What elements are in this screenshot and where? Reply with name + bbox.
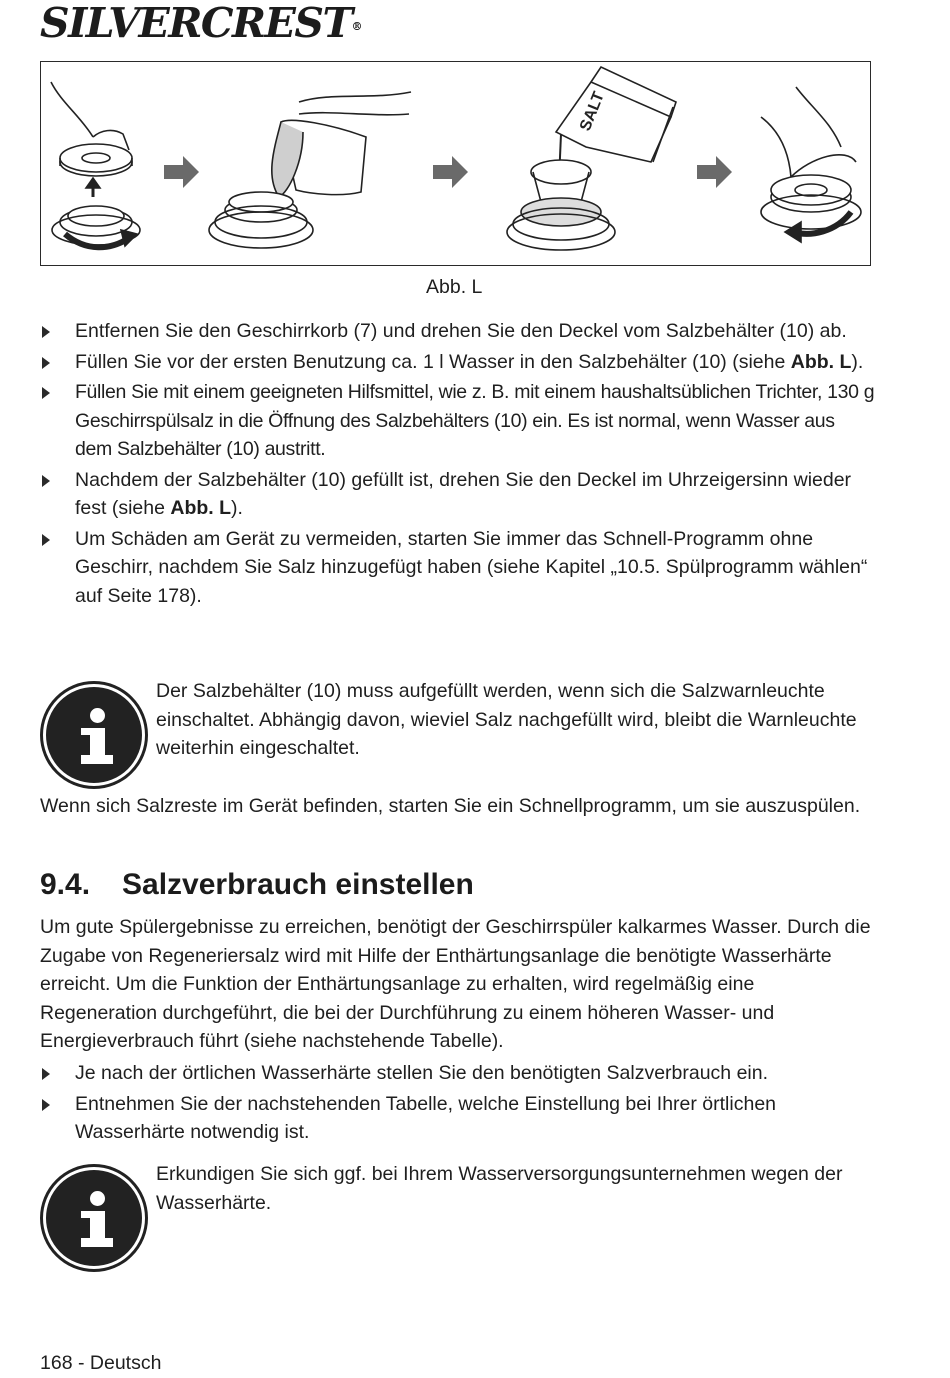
bullet-arrow-icon <box>42 357 50 369</box>
figure-l-illustration <box>41 62 869 264</box>
bullet-arrow-icon <box>42 475 50 487</box>
arrow-right-icon <box>697 156 732 188</box>
section-number: 9.4. <box>40 868 91 901</box>
info-note-1: Der Salzbehälter (10) muss aufgefüllt werden, wenn sich die Salzwarnleuchte einschaltet. Abhängig davon, wieviel Salz nachgefüllt wird, bleibt die Warnleuchte weiterhin eingeschaltet. <box>156 680 857 759</box>
salt-package-label: SALT <box>576 89 608 134</box>
info-icon <box>43 1167 145 1269</box>
paragraph-salt-consumption: Um gute Spülergebnisse zu erreichen, benötigt der Geschirrspüler kalkarmes Wasser. Durch die Zugabe von Regeneriersalz wird mit Hilfe der Enthärtungsanlage die benötigte Wasserhärte erreicht. Um die Funktion der Enthärtungsanlage zu erhalten, wird regelmäßig eine Regeneration durchgeführt, die bei der Durchführung zu einem höheren Wasser- und Energieverbrauch führt (siehe nachstehende Tabelle). <box>40 916 871 1052</box>
info-note-2: Erkundigen Sie sich ggf. bei Ihrem Wasserversorgungsunternehmen wegen der Wasserhärte. <box>156 1163 843 1214</box>
bullet-arrow-icon <box>42 326 50 338</box>
section-heading <box>40 866 474 904</box>
bullet-arrow-icon <box>42 534 50 546</box>
bullet-arrow-icon <box>42 1099 50 1111</box>
figure-reference: Abb. L <box>170 497 232 519</box>
bullet-arrow-icon <box>42 1068 50 1080</box>
instruction-list-bottom <box>40 1059 875 1147</box>
figure-reference: Abb. L <box>790 350 852 373</box>
figure-caption: Abb. L <box>426 276 483 298</box>
footer-language: Deutsch <box>89 1352 162 1374</box>
list-item: Je nach der örtlichen Wasserhärte stellen Sie den benötigten Salzverbrauch ein. <box>40 1059 875 1088</box>
registered-mark: ® <box>351 20 363 33</box>
list-item: Füllen Sie vor der ersten Benutzung ca. 1 l Wasser in den Salzbehälter (10) (siehe Abb. L). <box>40 348 875 377</box>
page-footer: 168 - Deutsch <box>40 1352 162 1374</box>
instruction-list-top <box>40 317 875 610</box>
brand-logo <box>40 0 362 46</box>
arrow-right-icon <box>164 156 199 188</box>
list-item: Entfernen Sie den Geschirrkorb (7) und drehen Sie den Deckel vom Salzbehälter (10) ab. <box>40 317 875 346</box>
pour-water-icon <box>209 92 411 248</box>
hand-open-cap-icon <box>51 82 140 247</box>
info-icon <box>43 684 145 786</box>
page-number: 168 <box>40 1352 73 1374</box>
bullet-arrow-icon <box>42 387 50 399</box>
arrow-right-icon <box>433 156 468 188</box>
list-item: Um Schäden am Gerät zu vermeiden, starten Sie immer das Schnell-Programm ohne Geschirr, nachdem Sie Salz hinzugefügt haben (siehe Kapitel „10.5. Spülprogramm wählen“ auf Seite 178). <box>40 525 875 611</box>
brand-name: SILVERCREST <box>40 0 352 47</box>
hand-close-cap-icon <box>761 87 861 242</box>
section-title: Salzverbrauch einstellen <box>122 868 474 901</box>
figure-l <box>40 61 871 266</box>
list-item: Nachdem der Salzbehälter (10) gefüllt ist, drehen Sie den Deckel im Uhrzeigersinn wieder fest (siehe Abb. L). <box>40 466 875 523</box>
list-item: Füllen Sie mit einem geeigneten Hilfsmittel, wie z. B. mit einem haushaltsüblichen Trichter, 130 g Geschirrspülsalz in die Öffnung des Salzbehälters (10) ein. Es ist normal, wenn Wasser aus dem Salzbehälter (10) austritt. <box>40 378 875 464</box>
paragraph-rinse: Wenn sich Salzreste im Gerät befinden, starten Sie ein Schnellprogramm, um sie auszuspülen. <box>40 795 861 817</box>
list-item: Entnehmen Sie der nachstehenden Tabelle, welche Einstellung bei Ihrer örtlichen Wasserhärte notwendig ist. <box>40 1090 875 1147</box>
